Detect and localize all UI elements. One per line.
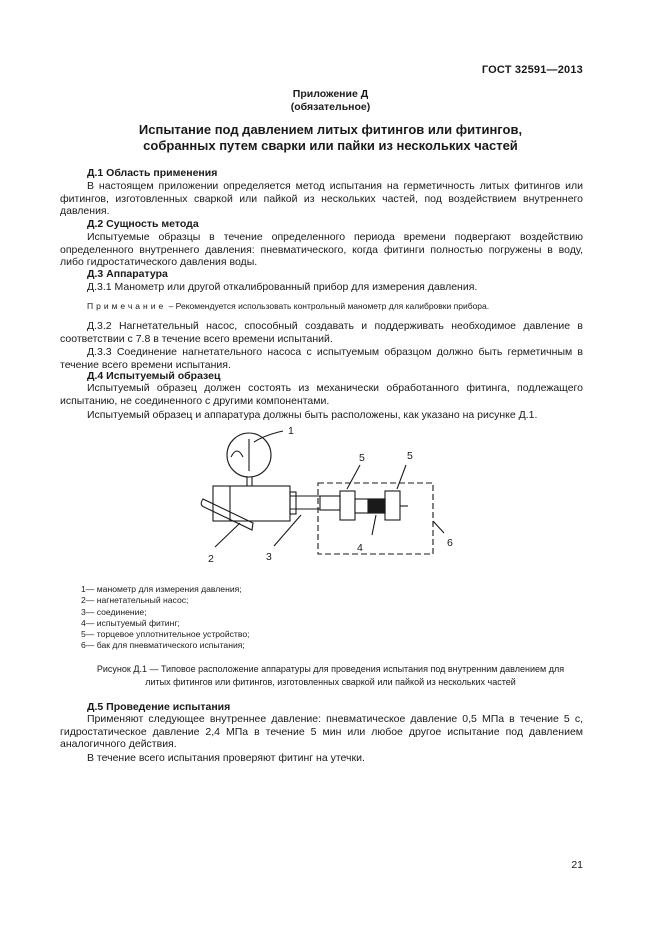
- section-d3-heading: Д.3 Аппаратура: [87, 268, 168, 280]
- section-d4-p2: Испытуемый образец и аппаратура должны быть расположены, как указано на рисунке Д.1.: [87, 409, 538, 421]
- caption-line2: литых фитингов или фитингов, изготовленных сваркой или пайкой из нескольких частей: [145, 676, 516, 687]
- legend-item: 3— соединение;: [81, 606, 147, 617]
- test-fitting-body: [368, 499, 385, 513]
- note-text: – Рекомендуется использовать контрольный манометр для калибровки прибора.: [168, 301, 490, 311]
- leader-6: [433, 521, 444, 533]
- legend-item: 1— манометр для измерения давления;: [81, 584, 242, 594]
- legend-item: 4— испытуемый фитинг;: [81, 617, 180, 628]
- gauge-needle-mark: [231, 451, 243, 457]
- main-title: [0, 122, 661, 154]
- page-number: 21: [571, 859, 583, 871]
- leader-3: [274, 515, 301, 546]
- pump-body: [213, 486, 290, 521]
- leader-4: [372, 515, 376, 535]
- figure-label-2: 2: [208, 553, 214, 565]
- figure-label-1: 1: [288, 425, 294, 437]
- main-title-line1: Испытание под давлением литых фитингов или фитингов,: [138, 122, 523, 137]
- figure-label-6: 6: [447, 537, 453, 549]
- pump-lever: [201, 499, 253, 530]
- section-d5-heading: Д.5 Проведение испытания: [87, 701, 231, 713]
- leader-5-right: [397, 465, 406, 489]
- section-d3-p3: Д.3.3 Соединение нагнетательного насоса с испытуемым образцом должно быть герметичным в течение всего времени испытания.: [60, 346, 583, 371]
- standard-number: ГОСТ 32591—2013: [481, 64, 583, 76]
- figure-label-4: 4: [357, 542, 363, 554]
- figure-label-5-left: 5: [359, 452, 365, 464]
- section-d2-heading: Д.2 Сущность метода: [87, 218, 199, 230]
- legend-item: 2— нагнетательный насос;: [81, 595, 189, 606]
- figure-caption: [40, 663, 621, 688]
- section-d3-p2: Д.3.2 Нагнетательный насос, способный создавать и поддерживать необходимое давление в соответствии с 7.8 в течение всего времени испытаний.: [60, 320, 583, 345]
- section-d1-text: В настоящем приложении определяется метод испытания на герметичность литых фитингов или фитингов, изготовленных сваркой или пайкой из нескольких частей, под воздействием внутреннего давления.: [60, 180, 583, 218]
- end-seal-left: [340, 491, 355, 520]
- connection-pipe: [320, 496, 340, 510]
- note: [87, 301, 489, 311]
- leader-5-left: [347, 465, 360, 489]
- caption-line1: Рисунок Д.1 — Типовое расположение аппаратуры для проведения испытания под внутренним давлением для: [96, 664, 565, 674]
- section-d5-p2: В течение всего испытания проверяют фитинг на утечки.: [87, 752, 365, 764]
- section-d3-p1: Д.3.1 Манометр или другой откалиброванный прибор для измерения давления.: [87, 281, 478, 293]
- end-seal-right: [385, 491, 400, 520]
- section-d4-p1: Испытуемый образец должен состоять из механически обработанного фитинга, подлежащего испытанию, не соединенного с другими компонентами.: [60, 382, 583, 407]
- leader-2: [215, 523, 240, 547]
- section-d2-text: Испытуемые образцы в течение определенного периода времени подвергают воздействию определенного внутреннего давления: пневматического, когда фитинги полностью погружены в воду, либо гидростатического давления воды.: [60, 231, 583, 269]
- legend-item: 5— торцевое уплотнительное устройство;: [81, 629, 250, 640]
- main-title-line2: собранных путем сварки или пайки из нескольких частей: [143, 138, 518, 153]
- figure-d1-diagram: [0, 420, 661, 570]
- legend-item: 6— бак для пневматического испытания;: [81, 640, 245, 651]
- note-label: Примечание: [87, 301, 167, 311]
- appendix-title: Приложение Д: [292, 88, 369, 100]
- figure-label-3: 3: [266, 551, 272, 563]
- leader-1: [254, 431, 283, 442]
- figure-legend: [81, 584, 250, 652]
- section-d4-heading: Д.4 Испытуемый образец: [87, 370, 221, 382]
- section-d5-p1: Применяют следующее внутреннее давление: пневматическое давление 0,5 МПа в течение 5 с, гидростатическое давление 2,4 МПа в течение 5 мин или любое другое испытание под давлением аналогичного действия.: [60, 713, 583, 751]
- figure-label-5-right: 5: [407, 450, 413, 462]
- section-d1-heading: Д.1 Область применения: [87, 167, 218, 179]
- appendix-status: (обязательное): [290, 101, 371, 113]
- appendix-heading: [0, 88, 661, 114]
